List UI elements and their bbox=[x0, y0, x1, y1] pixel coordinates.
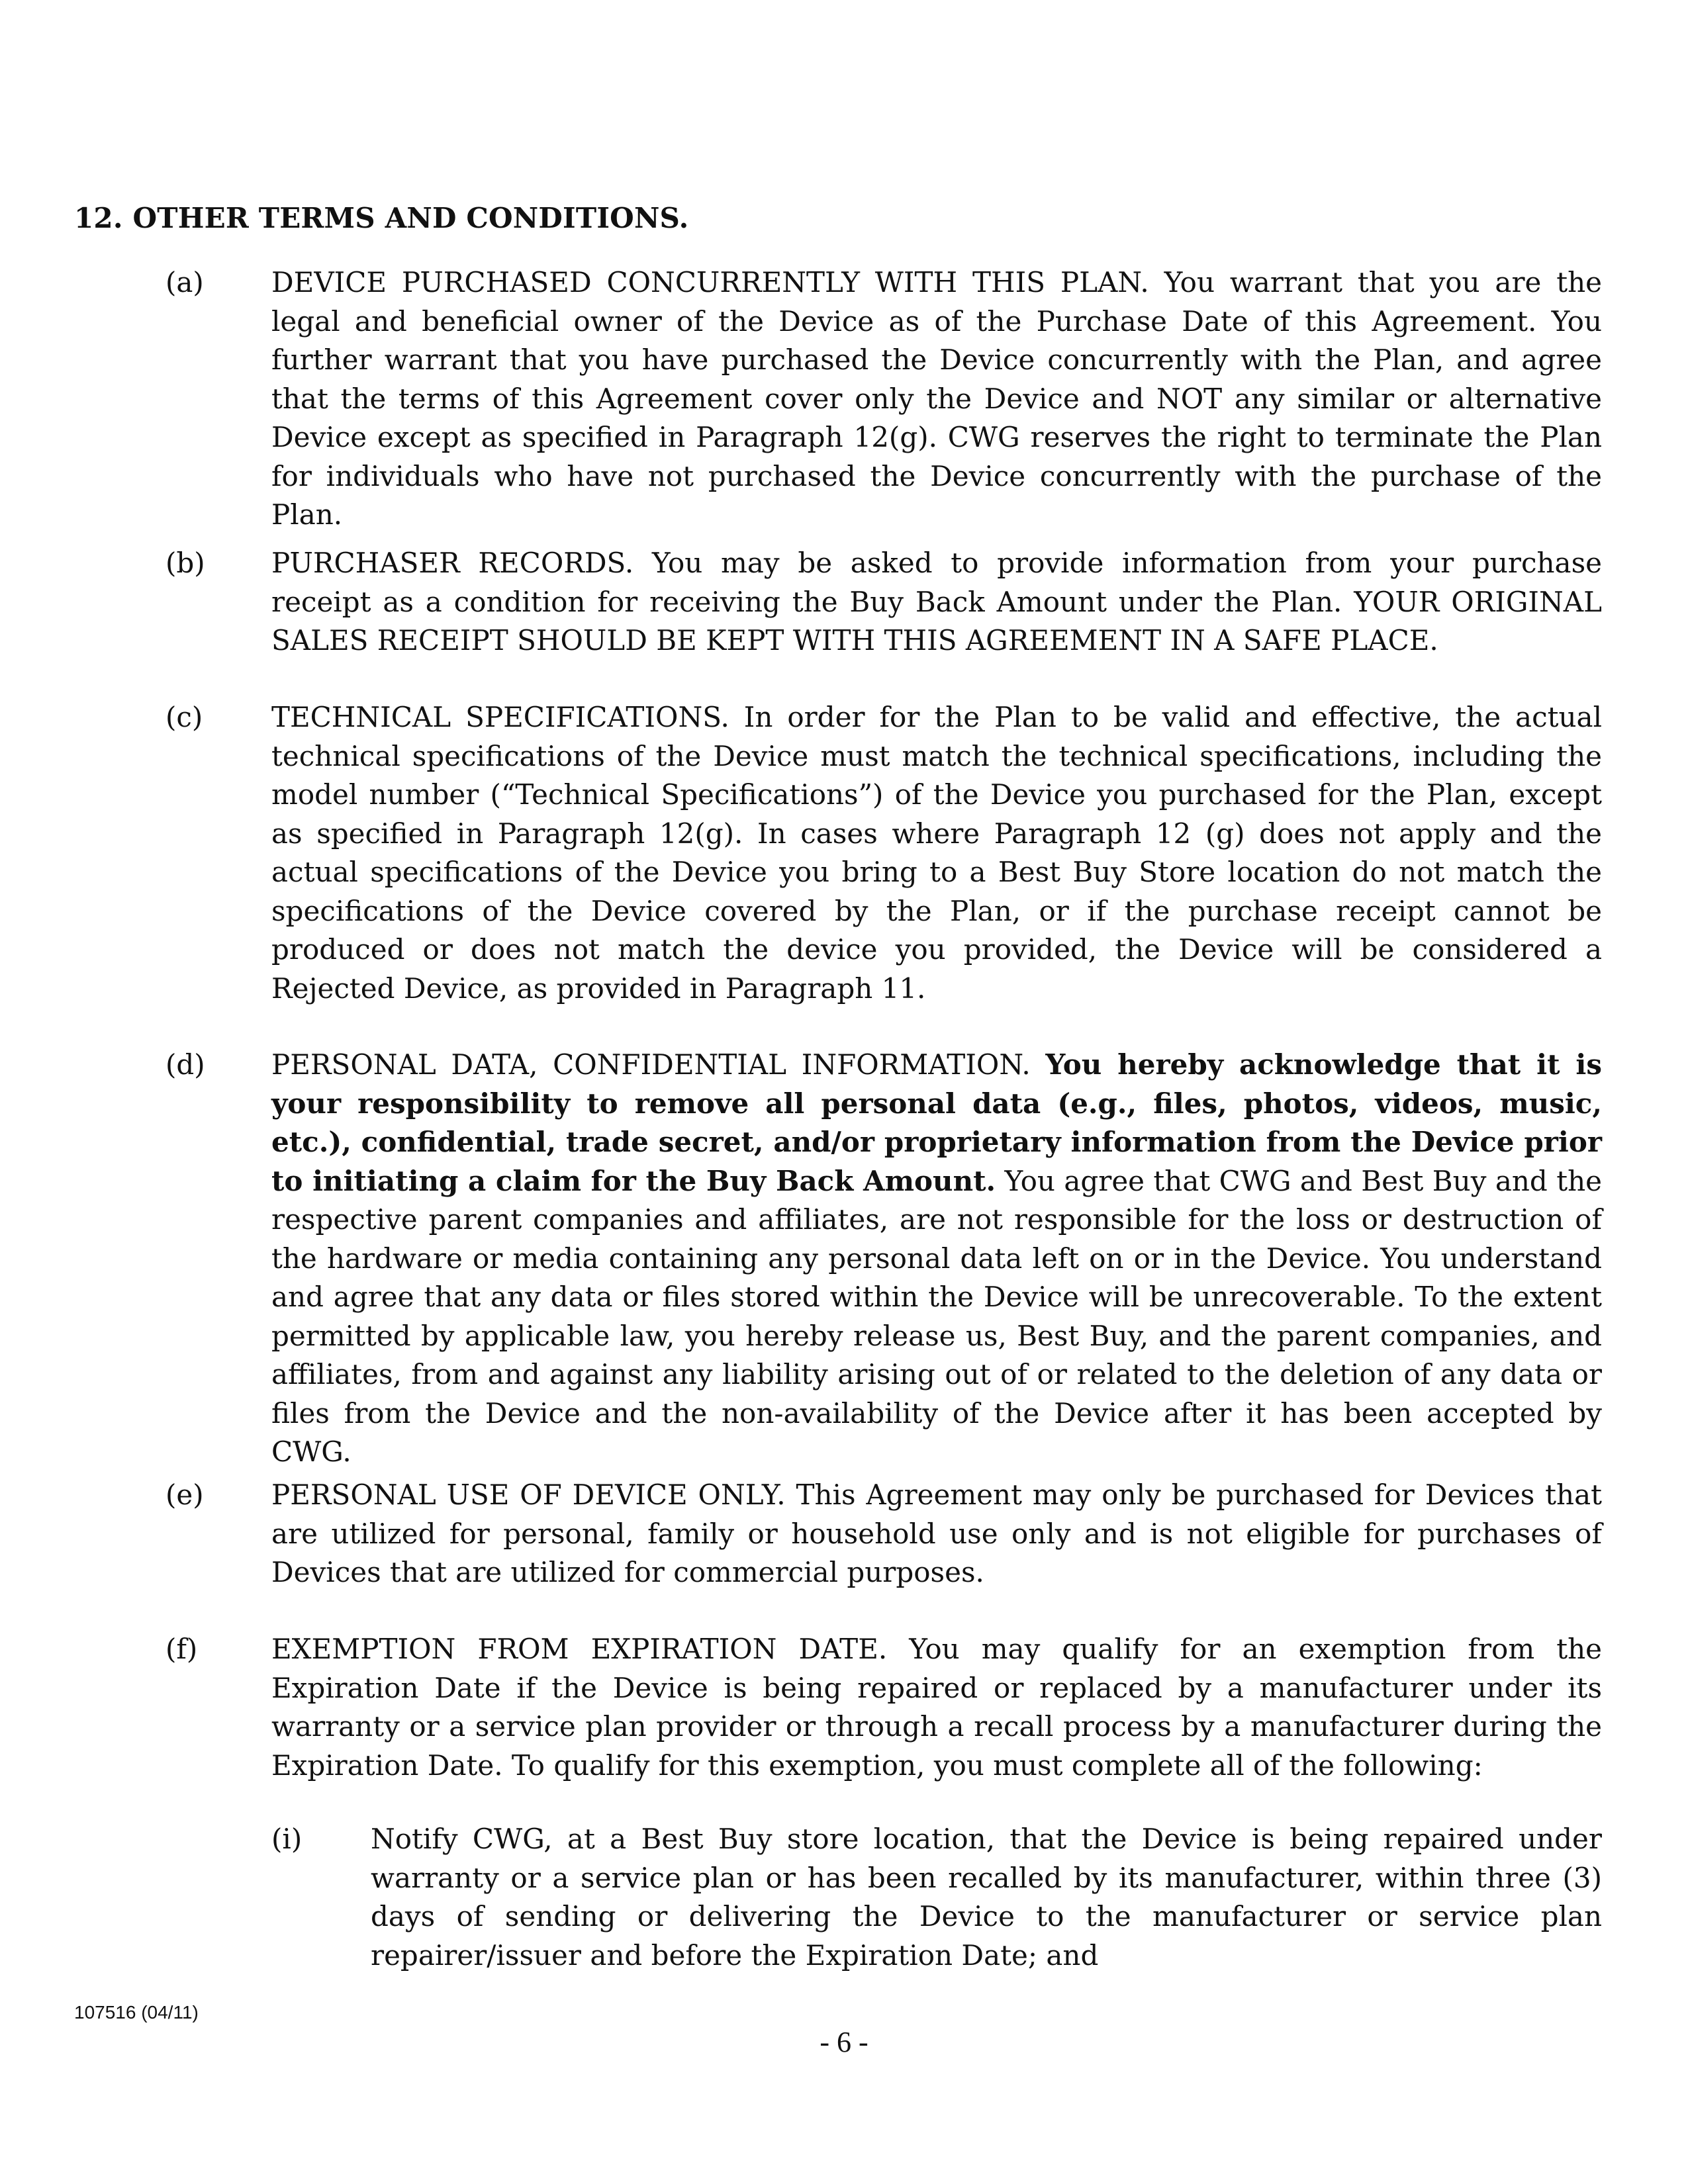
clause-body bbox=[271, 1046, 1602, 1472]
clause-body bbox=[271, 263, 1602, 535]
clause-text: You may qualify for an exemption from the Expiration Date if the Device is being repaired or replaced by a manufacturer under its warranty or a service plan provider or through a recall process by a manufacturer during the Expiration Date. To qualify for this exemption, you must complete all of the following: bbox=[271, 1633, 1602, 1782]
clause-text: You may be asked to provide information from your purchase receipt as a condition for receiving the Buy Back Amount under the Plan. YOUR ORIGINAL SALES RECEIPT SHOULD BE KEPT WITH THIS AGREEMENT IN A SAFE PLACE. bbox=[271, 547, 1602, 657]
subclause-i bbox=[271, 1820, 1602, 1975]
clause-body bbox=[271, 1630, 1602, 1785]
clause-marker: (e) bbox=[165, 1479, 204, 1511]
clause-title: PERSONAL USE OF DEVICE ONLY. bbox=[271, 1479, 786, 1511]
clause-marker: (b) bbox=[165, 547, 205, 579]
clause-d bbox=[165, 1046, 1602, 1472]
clause-title: TECHNICAL SPECIFICATIONS. bbox=[271, 701, 729, 733]
clause-marker: (a) bbox=[165, 266, 204, 298]
clause-body bbox=[271, 544, 1602, 660]
clause-text: You agree that CWG and Best Buy and the respective parent companies and affiliates, are not responsible for the loss or destruction of the hardware or media containing any personal data left on or in the Device. You understand and agree that any data or files stored within the Device will be unrecoverable. To the extent permitted by applicable law, you hereby release us, Best Buy, and the parent companies, and affiliates, from and against any liability arising out of or related to the deletion of any data or files from the Device and the non-availability of the Device after it has been accepted by CWG. bbox=[271, 1164, 1602, 1468]
clause-body bbox=[271, 698, 1602, 1008]
clause-title: PERSONAL DATA, CONFIDENTIAL INFORMATION. bbox=[271, 1048, 1031, 1081]
section-heading: 12. OTHER TERMS AND CONDITIONS. bbox=[74, 202, 689, 234]
clause-title: PURCHASER RECORDS. bbox=[271, 547, 634, 579]
subclause-text: Notify CWG, at a Best Buy store location, that the Device is being repaired under warranty or a service plan or has been recalled by its manufacturer, within three (3) days of sending or delivering the Device to the manufacturer or service plan repairer/issuer and before the Expiration Date; and bbox=[371, 1823, 1602, 1972]
clause-marker: (d) bbox=[165, 1048, 205, 1081]
clause-a bbox=[165, 263, 1602, 535]
clause-c bbox=[165, 698, 1602, 1008]
clause-text: You warrant that you are the legal and beneficial owner of the Device as of the Purchase Date of this Agreement. You further warrant that you have purchased the Device concurrently with the Plan, and agree that the terms of this Agreement cover only the Device and NOT any similar or alternative Device except as specified in Paragraph 12(g). CWG reserves the right to terminate the Plan for individuals who have not purchased the Device concurrently with the purchase of the Plan. bbox=[271, 266, 1603, 531]
clause-b bbox=[165, 544, 1602, 660]
clause-text: This Agreement may only be purchased for Devices that are utilized for personal, family or household use only and is not eligible for purchases of Devices that are utilized for commercial purposes. bbox=[271, 1479, 1603, 1588]
form-number: 107516 (04/11) bbox=[74, 2002, 199, 2023]
page-number: - 6 - bbox=[820, 2026, 868, 2058]
clause-bold-text: You hereby acknowledge that it is your responsibility to remove all personal data (e.g., files, photos, videos, music, etc.), confidential, trade secret, and/or proprietary information from the Device prior to initiating a claim for the Buy Back Amount. bbox=[271, 1048, 1603, 1197]
clause-title: EXEMPTION FROM EXPIRATION DATE. bbox=[271, 1633, 888, 1665]
clause-text: In order for the Plan to be valid and effective, the actual technical specifications of the Device must match the technical specifications, including the model number (“Technical Specifications”) of the Device you purchased for the Plan, except as specified in Paragraph 12(g). In cases where Paragraph 12 (g) does not apply and the actual specifications of the Device you bring to a Best Buy Store location do not match the specifications of the Device covered by the Plan, or if the purchase receipt cannot be produced or does not match the device you provided, the Device will be considered a Rejected Device, as provided in Paragraph 11. bbox=[271, 701, 1603, 1005]
clause-body bbox=[271, 1476, 1602, 1592]
clause-f bbox=[165, 1630, 1602, 1785]
clause-marker: (c) bbox=[165, 701, 203, 733]
clause-marker: (f) bbox=[165, 1633, 198, 1665]
clause-title: DEVICE PURCHASED CONCURRENTLY WITH THIS PLAN. bbox=[271, 266, 1149, 298]
subclause-marker: (i) bbox=[271, 1823, 303, 1855]
clause-e bbox=[165, 1476, 1602, 1592]
